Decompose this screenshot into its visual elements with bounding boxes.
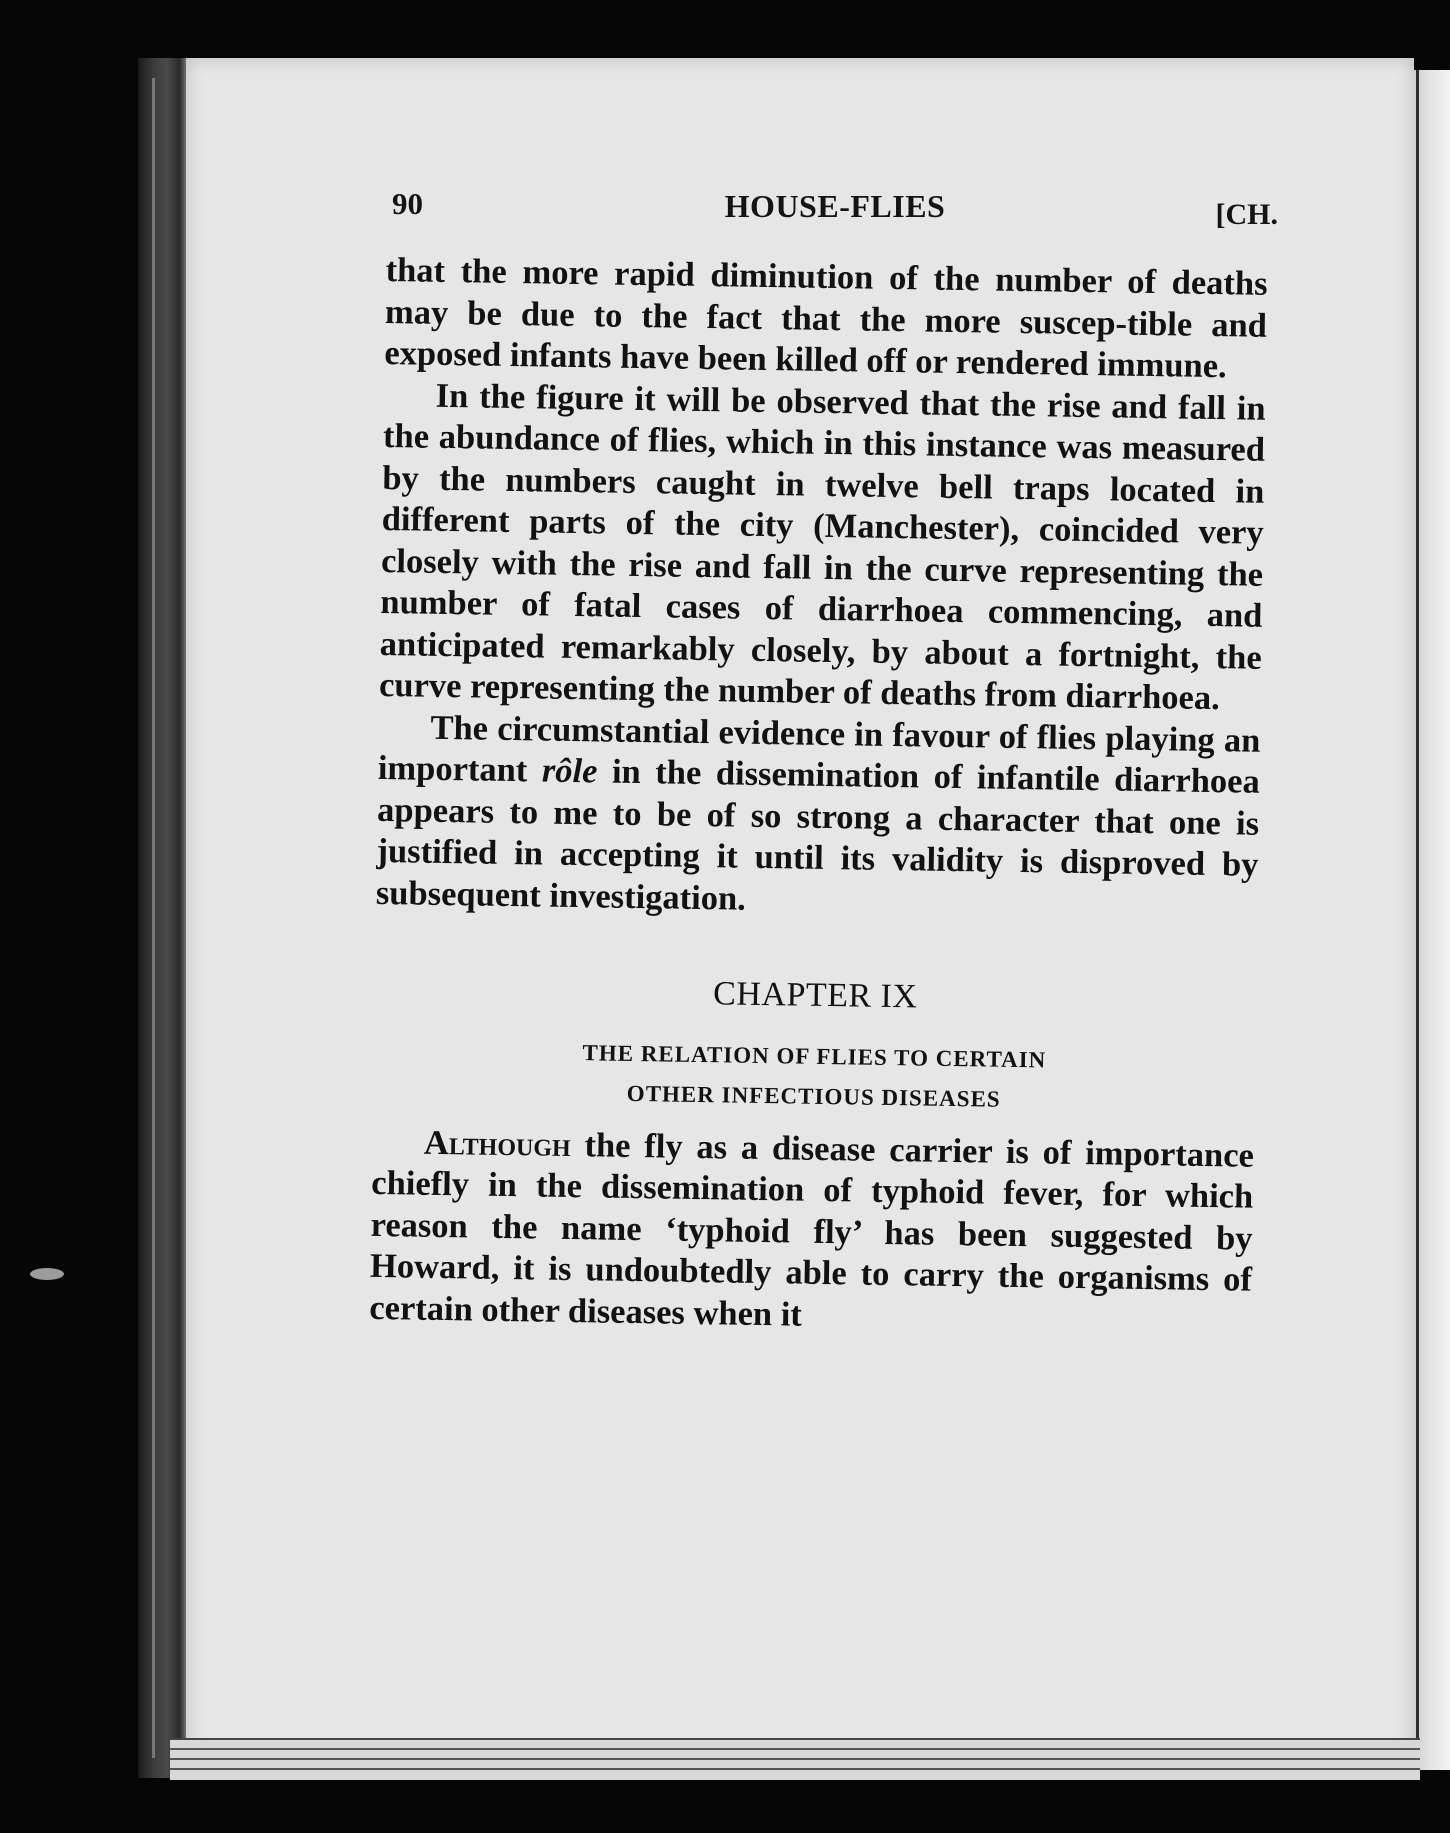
- paragraph-text: the fly as a disease carrier is of importance chiefly in the dissemination of typhoid fever, for which reason the name ‘typhoid fly’ has been suggested by Howard, it is undoubtedly able to carry the organisms of certain other diseases when it: [369, 1125, 1255, 1334]
- page-header: [392, 186, 1278, 234]
- running-head: HOUSE-FLIES: [724, 188, 946, 224]
- paragraph: [369, 1121, 1254, 1342]
- page-edge-stripe: [170, 1748, 1420, 1750]
- page-body: [369, 250, 1268, 1343]
- paragraph-text: The circumstantial evidence in favour of flies playing an important: [377, 708, 1261, 790]
- spine-line: [152, 78, 155, 1758]
- chapter-subtitle-line: OTHER INFECTIOUS DISEASES: [626, 1080, 1001, 1112]
- scan-artifact: [30, 1268, 64, 1280]
- book-spine: [138, 58, 190, 1778]
- opening-word: Although: [423, 1123, 572, 1164]
- paragraph: [376, 706, 1261, 927]
- page-edge-bottom: [170, 1738, 1420, 1780]
- paragraph-text: in the dissemination of infantile diarrhoea appears to me to be of so strong a character that one is justified in accepting it until its validity is disproved by subsequent investigation.: [375, 752, 1261, 918]
- page-number: 90: [392, 186, 423, 221]
- page-edge-line: [1416, 70, 1419, 1770]
- chapter-title: CHAPTER IX: [712, 975, 918, 1016]
- italic-term: rôle: [541, 751, 598, 791]
- page-edge-right: [1414, 70, 1450, 1770]
- chapter-subtitle: [372, 1029, 1255, 1123]
- page-edge-stripe: [170, 1758, 1420, 1760]
- page-edge-stripe: [170, 1768, 1420, 1770]
- chapter-mark: [CH.: [1215, 198, 1278, 231]
- paragraph: that the more rapid diminution of the number of deaths may be due to the fact that the more suscep-tible and exposed infants have been killed off or rendered immune.: [384, 250, 1268, 386]
- paragraph: In the figure it will be observed that the rise and fall in the abundance of flies, which in this instance was measured by the numbers caught in twelve bell traps located in different parts of the city (Manchester), coincided very closely with the rise and fall in the curve representing the number of fatal cases of diarrhoea commencing, and anticipated remarkably closely, by about a fortnight, the curve representing the number of deaths from diarrhoea.: [378, 376, 1266, 718]
- chapter-subtitle-line: THE RELATION OF FLIES TO CERTAIN: [582, 1039, 1047, 1072]
